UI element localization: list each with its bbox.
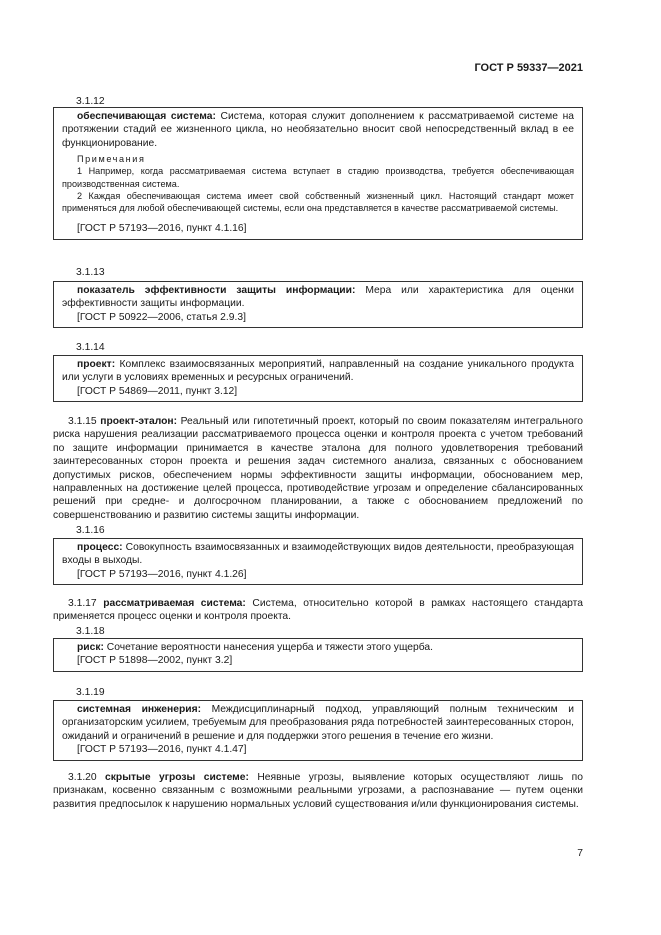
definition-3-1-12: обеспечивающая система: Система, которая служит дополнением к рассматриваемой системе на протяжении стадий ее жизненного цикла, но необязательно вносит свой непосредственный вклад в ее функционирование.: [62, 111, 574, 149]
term-box-3-1-16: [53, 538, 583, 585]
term-3-1-17: рассматриваемая система:: [103, 598, 246, 609]
clause-number-3-1-18: 3.1.18: [76, 626, 105, 637]
term-box-3-1-14: [53, 355, 583, 402]
definition-3-1-19: системная инженерия: Междисциплинарный подход, управляющий полным техническим и организаторским усилием, требуемым для преобразования ряда потребностей заинтересованных сторон, ожиданий и ограничений в решение и для поддержки этого решения в течение его жизни.: [62, 704, 574, 742]
term-box-3-1-19: [53, 700, 583, 761]
clause-3-1-17: [53, 597, 583, 624]
note-2: 2 Каждая обеспечивающая система имеет свой собственный жизненный цикл. Настоящий стандарт может применяться для любой обеспечивающей системы, если она представляется в качестве рассматриваемой системы.: [62, 190, 574, 214]
source-3-1-16: [ГОСТ Р 57193—2016, пункт 4.1.26]: [77, 568, 247, 580]
term-3-1-15: проект-эталон:: [100, 416, 178, 427]
source-3-1-13: [ГОСТ Р 50922—2006, статья 2.9.3]: [77, 311, 246, 323]
clause-3-1-20: [53, 771, 583, 811]
notes-3-1-12: [62, 153, 574, 214]
term-3-1-13: показатель эффективности защиты информации:: [77, 285, 356, 296]
source-3-1-19: [ГОСТ Р 57193—2016, пункт 4.1.47]: [77, 744, 247, 756]
page-number: 7: [577, 848, 583, 859]
term-box-3-1-18: [53, 638, 583, 672]
definition-3-1-17: 3.1.17 рассматриваемая система: Система, относительно которой в рамках настоящего стандарта применяется процесс оценки и контроля проекта.: [53, 598, 583, 623]
term-box-3-1-12: [53, 107, 583, 240]
clause-3-1-15: [53, 415, 583, 522]
clause-number-3-1-13: 3.1.13: [76, 267, 105, 278]
term-3-1-16: процесс:: [77, 542, 123, 553]
source-3-1-12: [ГОСТ Р 57193—2016, пункт 4.1.16]: [77, 223, 247, 235]
definition-3-1-14: проект: Комплекс взаимосвязанных мероприятий, направленный на создание уникального продукта или услуги в условиях временных и ресурсных ограничений.: [62, 359, 574, 384]
definition-3-1-16: процесс: Совокупность взаимосвязанных и взаимодействующих видов деятельности, преобразующая входы в выходы.: [62, 542, 574, 567]
term-3-1-12: обеспечивающая система:: [77, 111, 216, 122]
clause-number-3-1-16: 3.1.16: [76, 525, 105, 536]
document-header: ГОСТ Р 59337—2021: [474, 62, 583, 74]
term-box-3-1-13: [53, 281, 583, 328]
definition-3-1-18: риск: Сочетание вероятности нанесения ущерба и тяжести этого ущерба.: [77, 642, 434, 653]
notes-heading: Примечания: [77, 154, 146, 165]
clause-number-3-1-19: 3.1.19: [76, 687, 105, 698]
definition-3-1-15: 3.1.15 проект-эталон: Реальный или гипотетичный проект, который по своим показателям интегрального риска нарушения реализации рассматриваемого процесса оценки и контроля проекта с учетом требований по защите информации принимается в качестве эталона для полного удовлетворения требований заинтересованных сторон проекта и решения задач системного анализа, связанных с обоснованием допустимых рисков, обеспечением нормы эффективности защиты информации, обоснованием мер, направленных на достижение целей процесса, противодействие угрозам и определение сбалансированных решений при средне- и долгосрочном планировании, а также с обоснованием предложений по совершенствованию и развитию системы защиты информации.: [53, 416, 583, 521]
term-3-1-14: проект:: [77, 359, 116, 370]
source-3-1-14: [ГОСТ Р 54869—2011, пункт 3.12]: [77, 385, 238, 397]
clause-number-3-1-12: 3.1.12: [76, 96, 105, 107]
term-3-1-18: риск:: [77, 642, 104, 653]
term-3-1-19: системная инженерия:: [77, 704, 202, 715]
note-1: 1 Например, когда рассматриваемая система вступает в стадию производства, требуется обеспечивающая производственная система.: [62, 166, 574, 189]
term-3-1-20: скрытые угрозы системе:: [105, 772, 249, 783]
source-3-1-18: [ГОСТ Р 51898—2002, пункт 3.2]: [77, 655, 233, 667]
definition-3-1-20: 3.1.20 скрытые угрозы системе: Неявные угрозы, выявление которых осуществляют лишь по признакам, косвенно связанным с возможными реальными угрозами, а распознавание — путем оценки развития предпосылок к нарушению нормальных условий существования и/или функционирования системы.: [53, 772, 583, 810]
definition-3-1-13: показатель эффективности защиты информации: Мера или характеристика для оценки эффективности защиты информации.: [62, 285, 574, 310]
clause-number-3-1-14: 3.1.14: [76, 342, 105, 353]
